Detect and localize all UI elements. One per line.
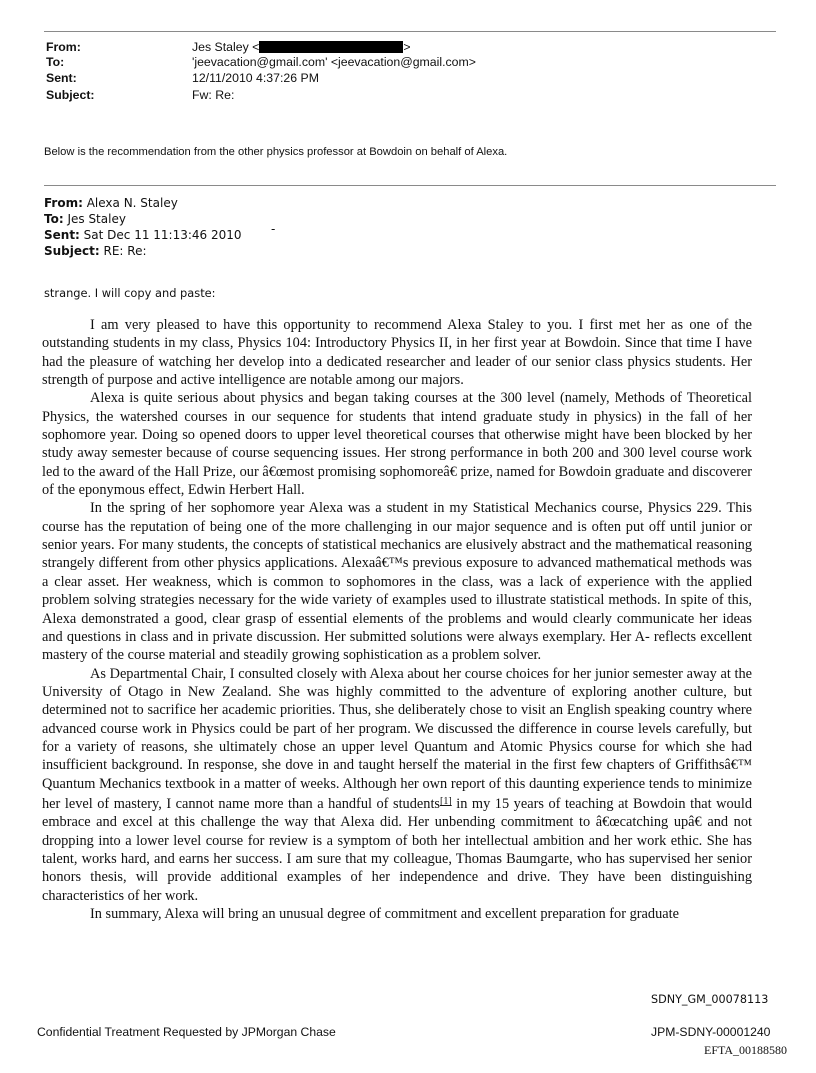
redaction-box xyxy=(259,41,403,53)
bates-stamp: SDNY_GM_00078113 xyxy=(651,993,769,1006)
subject-value: Fw: Re: xyxy=(192,88,235,102)
inner-from-label: From: xyxy=(44,196,83,210)
letter-paragraph-5: In summary, Alexa will bring an unusual degree of commitment and excellent preparation for graduate xyxy=(90,906,679,922)
from-close: > xyxy=(403,40,411,54)
paragraph-4-before: As Departmental Chair, I consulted closely with Alexa about her course choices for her junior semester away at the University of Otago in New Zealand. She was highly committed to the adventure of exploring another culture, but determined not to sacrifice her academic priorities. Thus, she deliberately chose to visit an English speaking country where advanced course work in Physics could be part of her program. We discussed the difference in course levels carefully, but for a variety of reasons, she ultimately chose an upper level Quantum and Atomic Physics course for which she had insufficient background. In response, she dove in and taught herself the material in the first few chapters of Griffithsâ€™ Quantum Mechanics textbook in a matter of weeks. Although her own report of this daunting experience tends to minimize her level of mastery, I cannot name more than a handful of students xyxy=(42,665,752,812)
outer-email-header xyxy=(46,40,776,104)
inner-sent-value: Sat Dec 11 11:13:46 2010 xyxy=(79,228,242,242)
to-value: 'jeevacation@gmail.com' <jeevacation@gmail.com> xyxy=(192,55,476,69)
from-value xyxy=(192,40,411,55)
letter-paragraph-2: Alexa is quite serious about physics and began taking courses at the 300 level (namely, Methods of Theoretical Physics, the watershed courses in our sequence for students that intend graduate study in physics) in the fall of her sophomore year. Doing so opened doors to upper level theoretical courses that otherwise might have been blocked by her study away semester because of course sequencing issues. Her strong performance in both 200 and 300 level course work led to the award of the Hall Prize, our â€œmost promising sophomoreâ€ prize, named for Bowdoin graduate and discoverer of the eponymous effect, Edwin Herbert Hall. xyxy=(42,390,752,499)
inner-sent-label: Sent: xyxy=(44,228,80,242)
subject-label: Subject: xyxy=(46,88,95,102)
forward-divider xyxy=(44,185,776,186)
recommendation-letter xyxy=(42,316,752,923)
inner-subject-value: RE: Re: xyxy=(99,244,147,258)
paragraph-4-after: in my 15 years of teaching at Bowdoin that would embrace and excel at this challenge the way that Alexa did. Her unbending commitment to â€œcatching upâ€ and not dropping into a lower level course for review is a symptom of both her intellectual ambition and her work ethic. She has talent, works hard, and earns her success. I am sure that my colleague, Thomas Baumgarte, who has supervised her senior honors thesis, will provide additional examples of her independence and drive. They have been distinguishing characteristics of her work. xyxy=(42,795,752,904)
intro-text: Below is the recommendation from the other physics professor at Bowdoin on behalf of Alexa. xyxy=(44,146,508,158)
letter-paragraph-4 xyxy=(42,665,752,905)
inner-to-line xyxy=(44,212,126,228)
letter-paragraph-3: In the spring of her sophomore year Alexa was a student in my Statistical Mechanics course, Physics 229. This course has the reputation of being one of the more challenging in our major sequence and is often put off until junior or senior years. For many students, the concepts of statistical mechanics are elusively abstract and the mathematical reasoning strangely different from other physics applications. Alexaâ€™s previous exposure to advanced mathematical methods was a clear asset. Her weakness, which is common to sophomores in the class, was a lack of experience with the applied problem solving strategies necessary for the wide variety of examples used to illustrate statistical methods. In spite of this, Alexa demonstrated a good, clear grasp of essential elements of the problems and would clearly communicate her ideas and questions in class and in private discussion. Her submitted solutions were always exemplary. Her A- reflects excellent mastery of the course material and steadily growing sophistication as a problem solver. xyxy=(42,500,752,664)
inner-from-value: Alexa N. Staley xyxy=(82,196,178,210)
inner-sent-line xyxy=(44,228,242,244)
inner-to-value: Jes Staley xyxy=(63,212,126,226)
from-name: Jes Staley < xyxy=(192,40,260,54)
stray-mark: - xyxy=(271,222,276,236)
to-label: To: xyxy=(46,55,65,69)
jpm-number: JPM-SDNY-00001240 xyxy=(651,1025,771,1039)
inner-subject-line xyxy=(44,244,147,260)
letter-paragraph-1: I am very pleased to have this opportunity to recommend Alexa Staley to you. I first met her as one of the outstanding students in my class, Physics 104: Introductory Physics II, in her first year at Bowdoin. Since that time I have had the pleasure of watching her develop into a dedicated researcher and leader of our senior class physics students. Her strength of purpose and active intelligence are notable among our majors. xyxy=(42,317,752,389)
inner-subject-label: Subject: xyxy=(44,244,100,258)
efta-number: EFTA_00188580 xyxy=(704,1043,788,1057)
inner-to-label: To: xyxy=(44,212,64,226)
top-divider xyxy=(44,31,776,32)
sent-value: 12/11/2010 4:37:26 PM xyxy=(192,71,319,85)
confidential-notice: Confidential Treatment Requested by JPMorgan Chase xyxy=(37,1025,336,1039)
sent-label: Sent: xyxy=(46,71,77,85)
from-label: From: xyxy=(46,40,81,54)
opening-line: strange. I will copy and paste: xyxy=(44,286,216,300)
inner-from-line xyxy=(44,196,178,212)
footnote-link[interactable]: [1] xyxy=(440,795,452,807)
